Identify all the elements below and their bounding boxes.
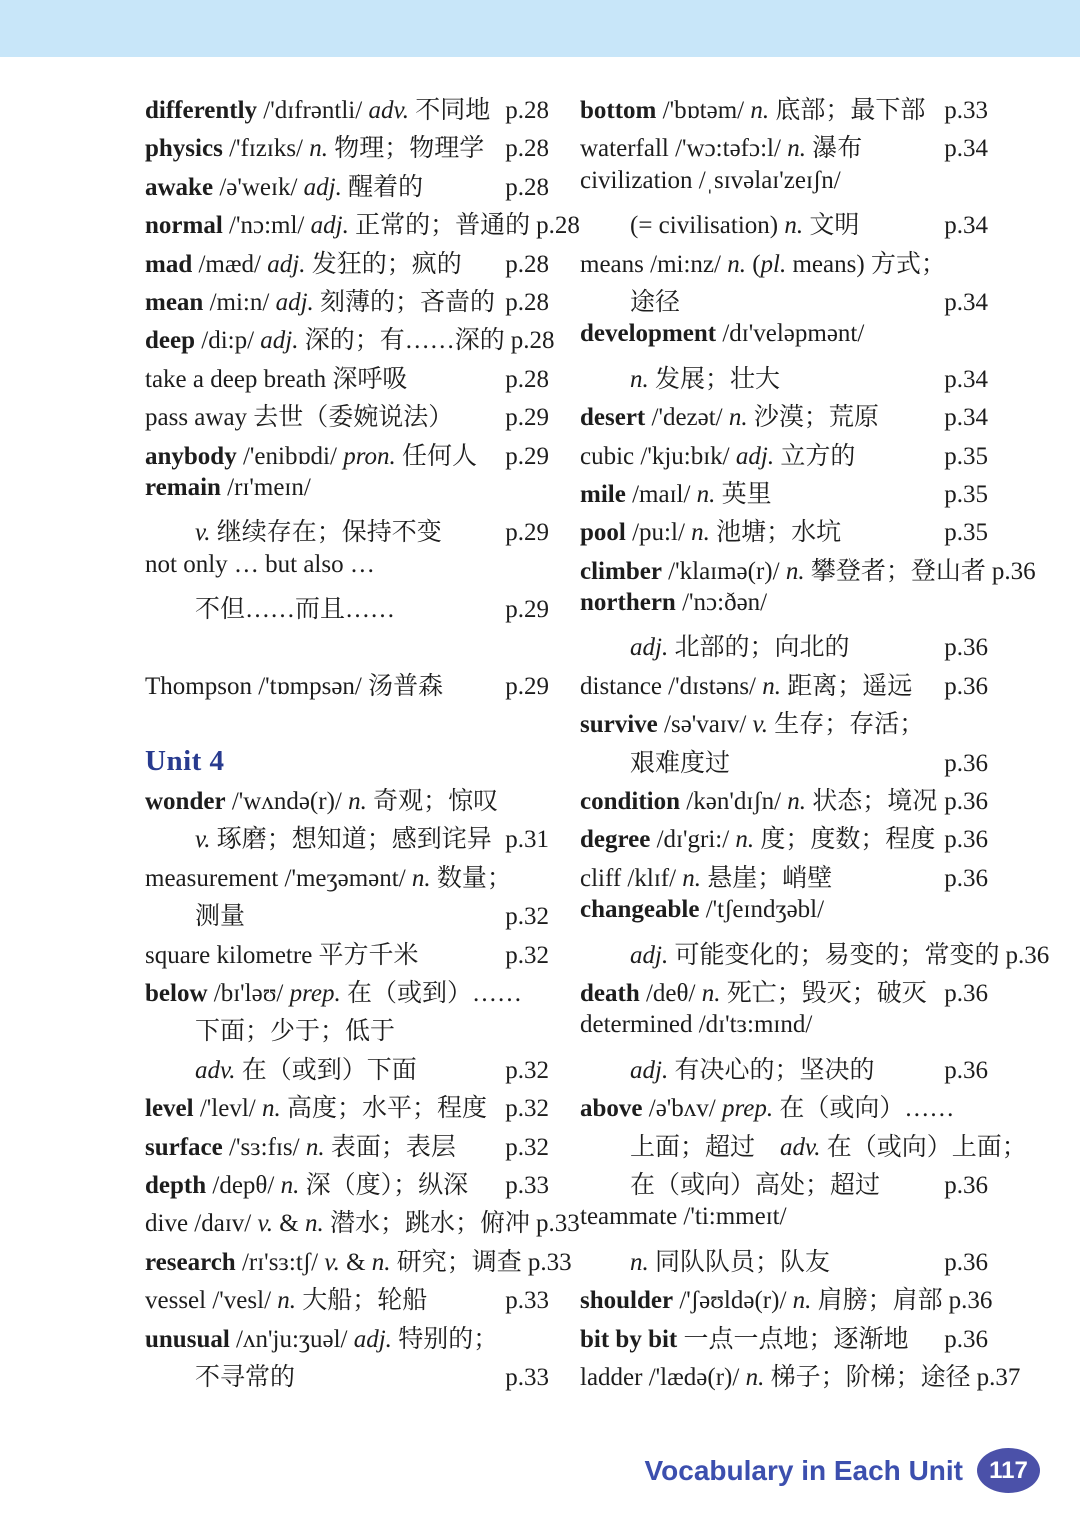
vocab-line bbox=[580, 1011, 988, 1049]
page-ref: p.32 bbox=[505, 941, 549, 969]
vocab-line-text: mean /mi:n/ adj. 刻薄的；吝啬的 bbox=[145, 288, 496, 316]
page-ref: p.32 bbox=[505, 1056, 549, 1084]
vocab-line-text: anybody /'enibɒdi/ pron. 任何人 bbox=[145, 442, 478, 470]
vocab-line bbox=[580, 1127, 1027, 1165]
vocab-line-text: adj. 北部的；向北的 bbox=[630, 634, 850, 662]
footer-label: Vocabulary in Each Unit bbox=[644, 1454, 963, 1486]
vocab-line-text: Thompson /'tɒmpsən/ 汤普森 bbox=[145, 672, 444, 700]
vocab-line bbox=[580, 589, 988, 627]
vocab-line bbox=[145, 205, 580, 243]
vocab-line bbox=[580, 896, 988, 934]
spacer bbox=[145, 704, 549, 742]
vocab-line-text: level /'levl/ n. 高度；水平；程度 bbox=[145, 1095, 487, 1123]
vocab-line bbox=[145, 1319, 549, 1357]
vocab-line-text: awake /ə'weɪk/ adj. 醒着的 bbox=[145, 173, 424, 201]
vocab-line bbox=[145, 819, 549, 857]
page-ref: p.33 bbox=[527, 1248, 572, 1276]
page-ref: p.28 bbox=[505, 365, 549, 393]
page-number-badge: 117 bbox=[977, 1448, 1040, 1493]
vocab-line-text: changeable /'tʃeɪndʒəbl/ bbox=[580, 896, 825, 924]
page-ref: p.36 bbox=[1005, 941, 1050, 969]
vocab-line bbox=[580, 858, 988, 896]
vocab-column-right bbox=[580, 90, 1050, 1395]
vocab-line-text: condition /kən'dɪʃn/ n. 状态；境况 bbox=[580, 788, 938, 816]
vocab-line bbox=[145, 167, 549, 205]
vocab-line bbox=[145, 282, 549, 320]
page-ref: p.29 bbox=[505, 596, 549, 624]
vocab-line-text: v. 琢磨；想知道；感到诧异 bbox=[195, 826, 492, 854]
vocab-line bbox=[145, 551, 549, 589]
vocab-line bbox=[145, 858, 549, 896]
vocab-line-text: pass away 去世（委婉说法） bbox=[145, 404, 454, 432]
vocab-line-text: mad /mæd/ adj. 发狂的；疯的 bbox=[145, 250, 462, 278]
vocab-line bbox=[145, 397, 549, 435]
vocab-line-text: death /deθ/ n. 死亡；毁灭；破灭 bbox=[580, 979, 927, 1007]
page-ref: p.28 bbox=[510, 327, 555, 355]
vocab-line-text: wonder /'wʌndə(r)/ n. 奇观；惊叹 bbox=[145, 788, 499, 816]
vocab-line-text: desert /'dezət/ n. 沙漠；荒原 bbox=[580, 404, 879, 432]
vocab-line-text: 测量 bbox=[195, 903, 246, 931]
vocab-line bbox=[145, 1127, 549, 1165]
vocab-line bbox=[580, 397, 988, 435]
vocab-line bbox=[145, 896, 549, 934]
page-ref: p.36 bbox=[991, 557, 1036, 585]
vocab-line bbox=[580, 205, 988, 243]
vocab-line-text: teammate /'ti:mmeɪt/ bbox=[580, 1203, 787, 1231]
page-ref: p.36 bbox=[944, 1248, 988, 1276]
vocab-line-text: vessel /'vesl/ n. 大船；轮船 bbox=[145, 1287, 428, 1315]
vocab-line bbox=[580, 436, 988, 474]
vocab-line bbox=[580, 973, 988, 1011]
page-ref: p.28 bbox=[505, 97, 549, 124]
page-ref: p.36 bbox=[944, 788, 988, 816]
vocab-line bbox=[145, 1050, 549, 1088]
vocab-line-text: square kilometre 平方千米 bbox=[145, 941, 419, 969]
vocab-line-text: shoulder /'ʃəʊldə(r)/ n. 肩膀；肩部 bbox=[580, 1287, 943, 1315]
page-ref: p.32 bbox=[505, 1095, 549, 1123]
vocab-line-text: 不寻常的 bbox=[195, 1363, 296, 1391]
vocab-line bbox=[145, 1203, 580, 1241]
vocab-line-text: distance /'dɪstəns/ n. 距离；遥远 bbox=[580, 672, 913, 700]
vocab-line bbox=[580, 128, 988, 166]
page-ref: p.33 bbox=[505, 1287, 549, 1315]
vocab-line-text: waterfall /'wɔ:təfɔ:l/ n. 瀑布 bbox=[580, 135, 863, 163]
vocab-line-text: 不但……而且…… bbox=[195, 596, 396, 624]
vocab-line-text: deep /di:p/ adj. 深的；有……深的 bbox=[145, 327, 505, 355]
vocab-line-text: northern /'nɔ:ðən/ bbox=[580, 589, 768, 617]
vocab-line-text: normal /'nɔ:ml/ adj. 正常的；普通的 bbox=[145, 212, 531, 240]
page-ref: p.36 bbox=[944, 634, 988, 662]
vocab-line bbox=[580, 359, 988, 397]
vocab-line bbox=[580, 704, 988, 742]
vocab-line bbox=[580, 320, 988, 358]
vocab-line bbox=[580, 474, 988, 512]
page-ref: p.36 bbox=[944, 672, 988, 700]
page-ref: p.29 bbox=[505, 404, 549, 432]
vocab-line-text: cubic /'kju:bɪk/ adj. 立方的 bbox=[580, 442, 856, 470]
vocab-line bbox=[580, 1088, 988, 1126]
vocab-line bbox=[580, 1280, 993, 1318]
vocab-line-text: survive /sə'vaɪv/ v. 生存；存活； bbox=[580, 711, 925, 739]
vocab-line bbox=[145, 128, 549, 166]
vocab-line-text: civilization /ˌsɪvəlaɪ'zeɪʃn/ bbox=[580, 166, 841, 194]
vocab-line bbox=[145, 359, 549, 397]
vocab-line-text: ladder /'lædə(r)/ n. 梯子；阶梯；途径 bbox=[580, 1363, 971, 1391]
vocab-line-text: surface /'sɜ:fɪs/ n. 表面；表层 bbox=[145, 1133, 456, 1161]
spacer bbox=[145, 627, 549, 665]
page-ref: p.33 bbox=[505, 1171, 549, 1199]
vocab-line bbox=[580, 551, 1036, 589]
vocab-line-text: 艰难度过 bbox=[630, 749, 731, 777]
vocab-line bbox=[580, 244, 988, 282]
vocab-line-text: cliff /klɪf/ n. 悬崖；峭壁 bbox=[580, 864, 833, 892]
vocab-line bbox=[580, 512, 988, 550]
vocab-line-text: below /bɪ'ləʊ/ prep. 在（或到）…… bbox=[145, 979, 523, 1007]
vocab-line-text: 在（或向）高处；超过 bbox=[630, 1171, 881, 1199]
vocab-line bbox=[580, 167, 988, 205]
vocab-line-text: 途径 bbox=[630, 288, 681, 316]
vocab-line bbox=[580, 819, 988, 857]
page-ref: p.31 bbox=[505, 826, 549, 854]
page-ref: p.34 bbox=[944, 365, 988, 393]
vocab-line bbox=[580, 935, 1050, 973]
vocab-line bbox=[145, 1088, 549, 1126]
vocab-line bbox=[580, 743, 988, 781]
page-ref: p.29 bbox=[505, 672, 549, 700]
page-ref: p.36 bbox=[944, 1171, 988, 1199]
vocab-line-text: depth /depθ/ n. 深（度）；纵深 bbox=[145, 1171, 469, 1199]
vocab-line-text: (= civilisation) n. 文明 bbox=[630, 212, 860, 240]
page-ref: p.35 bbox=[944, 442, 988, 470]
vocab-line-text: adj. 有决心的；坚决的 bbox=[630, 1056, 875, 1084]
vocab-line bbox=[145, 589, 549, 627]
vocab-line bbox=[580, 1050, 988, 1088]
vocab-line-text: means /mi:nz/ n. (pl. means) 方式； bbox=[580, 250, 946, 278]
page-ref: p.29 bbox=[505, 519, 549, 547]
vocab-line bbox=[145, 1357, 549, 1395]
page-ref: p.33 bbox=[944, 97, 988, 124]
page-ref: p.35 bbox=[944, 480, 988, 508]
top-band bbox=[0, 0, 1080, 57]
vocab-line bbox=[145, 1242, 572, 1280]
vocab-line bbox=[145, 935, 549, 973]
unit-heading: Unit 4 bbox=[145, 745, 225, 778]
vocab-line-text: unusual /ʌn'ju:ʒuəl/ adj. 特别的； bbox=[145, 1325, 499, 1353]
vocab-line bbox=[145, 244, 549, 282]
page-ref: p.29 bbox=[505, 442, 549, 470]
vocab-line-text: degree /dɪ'gri:/ n. 度；度数；程度 bbox=[580, 826, 936, 854]
vocab-line bbox=[580, 1242, 988, 1280]
vocab-line-text: above /ə'bʌv/ prep. 在（或向）…… bbox=[580, 1095, 955, 1123]
vocab-line-text: bottom /'bɒtəm/ n. 底部；最下部 bbox=[580, 97, 926, 124]
vocab-line bbox=[145, 90, 549, 128]
page-ref: p.34 bbox=[944, 212, 988, 240]
vocab-line-text: take a deep breath 深呼吸 bbox=[145, 365, 408, 393]
footer bbox=[645, 1448, 1040, 1493]
vocab-line-text: mile /maɪl/ n. 英里 bbox=[580, 480, 772, 508]
vocab-line-text: n. 同队队员；队友 bbox=[630, 1248, 831, 1276]
page-ref: p.28 bbox=[505, 250, 549, 278]
vocab-line bbox=[580, 282, 988, 320]
vocab-line bbox=[145, 320, 555, 358]
vocab-line bbox=[580, 1203, 988, 1241]
vocab-line bbox=[580, 1165, 988, 1203]
page-ref: p.28 bbox=[536, 212, 580, 240]
vocab-line-text: 下面；少于；低于 bbox=[195, 1018, 396, 1046]
vocab-line bbox=[145, 436, 549, 474]
vocab-line bbox=[145, 512, 549, 550]
vocab-line bbox=[145, 781, 549, 819]
vocab-line bbox=[580, 1319, 988, 1357]
page-ref: p.36 bbox=[944, 1325, 988, 1353]
vocab-line-text: n. 发展；壮大 bbox=[630, 365, 781, 393]
vocab-line-text: bit by bit 一点一点地；逐渐地 bbox=[580, 1325, 909, 1353]
page-ref: p.28 bbox=[505, 288, 549, 316]
page-ref: p.36 bbox=[944, 979, 988, 1007]
page-ref: p.36 bbox=[944, 1056, 988, 1084]
vocab-line bbox=[580, 1357, 1021, 1395]
vocab-line-text: not only … but also … bbox=[145, 550, 375, 578]
vocab-line-text: adv. 在（或到）下面 bbox=[195, 1056, 417, 1084]
page-ref: p.36 bbox=[944, 864, 988, 892]
vocab-line-text: differently /'dɪfrəntli/ adv. 不同地 bbox=[145, 97, 491, 124]
vocab-line-text: climber /'klaɪmə(r)/ n. 攀登者；登山者 bbox=[580, 557, 986, 585]
page-ref: p.34 bbox=[944, 404, 988, 432]
vocab-column-left bbox=[145, 90, 580, 1395]
vocab-line bbox=[580, 781, 988, 819]
vocab-line bbox=[145, 1011, 549, 1049]
page-ref: p.36 bbox=[944, 826, 988, 854]
vocab-line bbox=[145, 973, 549, 1011]
vocab-line-text: physics /'fɪzɪks/ n. 物理；物理学 bbox=[145, 135, 485, 163]
page-ref: p.28 bbox=[505, 135, 549, 163]
vocab-line bbox=[145, 666, 549, 704]
vocab-line-text: adj. 可能变化的；易变的；常变的 bbox=[630, 941, 1000, 969]
vocab-line-text: dive /daɪv/ v. & n. 潜水；跳水；俯冲 bbox=[145, 1210, 530, 1238]
page-ref: p.34 bbox=[944, 288, 988, 316]
vocab-line-text: pool /pu:l/ n. 池塘；水坑 bbox=[580, 519, 842, 547]
vocab-line-text: 上面；超过 adv. 在（或向）上面； bbox=[630, 1133, 1027, 1161]
vocab-line-text: development /dɪ'veləpmənt/ bbox=[580, 320, 865, 348]
vocab-line-text: v. 继续存在；保持不变 bbox=[195, 519, 442, 547]
page-ref: p.33 bbox=[535, 1210, 580, 1238]
page-ref: p.32 bbox=[505, 1133, 549, 1161]
vocab-line bbox=[145, 1280, 549, 1318]
page-ref: p.36 bbox=[944, 749, 988, 777]
page-ref: p.37 bbox=[976, 1363, 1021, 1391]
vocab-line-text: determined /dɪ'tɜ:mɪnd/ bbox=[580, 1011, 813, 1039]
vocab-line-text: remain /rɪ'meɪn/ bbox=[145, 473, 311, 501]
page-ref: p.36 bbox=[948, 1287, 993, 1315]
page-ref: p.35 bbox=[944, 519, 988, 547]
vocab-line-text: measurement /'meʒəmənt/ n. 数量； bbox=[145, 864, 512, 892]
vocab-line bbox=[145, 474, 549, 512]
vocab-line bbox=[580, 90, 988, 128]
page-ref: p.32 bbox=[505, 903, 549, 931]
vocab-line bbox=[145, 1165, 549, 1203]
vocab-line-text: research /rɪ'sɜ:tʃ/ v. & n. 研究；调查 bbox=[145, 1248, 522, 1276]
page-ref: p.33 bbox=[505, 1363, 549, 1391]
page-ref: p.34 bbox=[944, 135, 988, 163]
page-ref: p.28 bbox=[505, 173, 549, 201]
vocab-line bbox=[580, 627, 988, 665]
vocab-line bbox=[580, 666, 988, 704]
